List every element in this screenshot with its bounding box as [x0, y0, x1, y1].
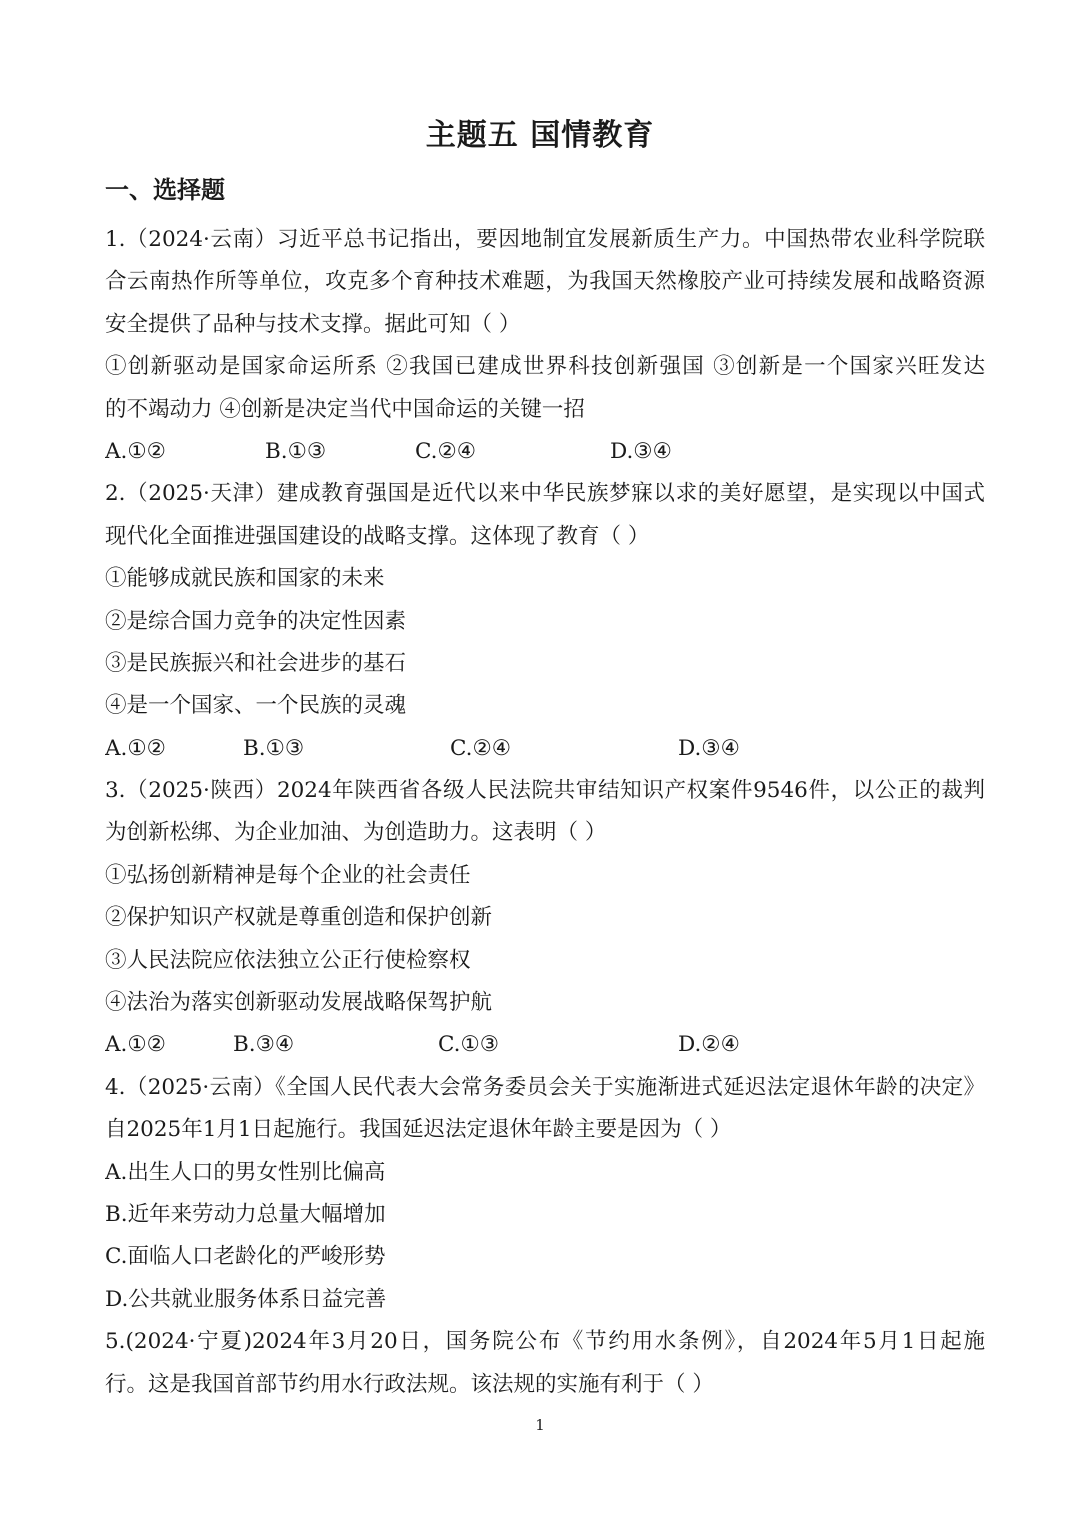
- option-c: C.面临人口老龄化的严峻形势: [105, 1244, 386, 1270]
- statement-line: ③人民法院应依法独立公正行使检察权: [105, 947, 471, 973]
- question-text-line: 行。这是我国首部节约用水行政法规。该法规的实施有利于（ ）: [105, 1371, 714, 1397]
- question-text-line: 1.（2024·云南）习近平总书记指出，要因地制宜发展新质生产力。中国热带农业科学院联: [105, 227, 985, 252]
- statement-line: ②是综合国力竞争的决定性因素: [105, 608, 407, 634]
- question-text-line: 3.（2025·陕西）2024年陕西省各级人民法院共审结知识产权案件9546件，以公正的裁判: [105, 778, 985, 804]
- statement-line: ④是一个国家、一个民族的灵魂: [105, 693, 407, 719]
- question-text-line: 安全提供了品种与技术支撑。据此可知（ ）: [105, 311, 521, 337]
- question-5: [105, 1321, 985, 1406]
- option-a: A.①②: [105, 438, 166, 464]
- option-a: A.出生人口的男女性别比偏高: [105, 1159, 386, 1185]
- statement-line: ①能够成就民族和国家的未来: [105, 566, 385, 592]
- section-heading: 一、选择题: [105, 176, 225, 204]
- statement-line: 的不竭动力 ④创新是决定当代中国命运的关键一招: [105, 396, 585, 422]
- question-text-line: 5.(2024·宁夏)2024年3月20日，国务院公布《节约用水条例》，自2024年5月1日起施: [105, 1329, 985, 1355]
- question-2: [105, 473, 985, 770]
- answer-options: [105, 728, 985, 770]
- question-list: [105, 219, 985, 1406]
- question-text-line: 现代化全面推进强国建设的战略支撑。这体现了教育（ ）: [105, 523, 650, 549]
- question-text-line: 自2025年1月1日起施行。我国延迟法定退休年龄主要是因为（ ）: [105, 1117, 732, 1143]
- option-b: B.①③: [243, 735, 305, 761]
- option-c: C.②④: [450, 735, 512, 761]
- statement-line: ②保护知识产权就是尊重创造和保护创新: [105, 905, 493, 931]
- statement-line: ③是民族振兴和社会进步的基石: [105, 650, 407, 676]
- question-text-line: 为创新松绑、为企业加油、为创造助力。这表明（ ）: [105, 820, 607, 846]
- answer-options: [105, 431, 985, 473]
- question-3: [105, 770, 985, 1067]
- option-d: D.③④: [678, 735, 740, 761]
- option-a: A.①②: [105, 1032, 166, 1058]
- question-text-line: 4.（2025·云南）《全国人民代表大会常务委员会关于实施渐进式延迟法定退休年龄的决定》: [105, 1074, 985, 1100]
- statement-line: ①弘扬创新精神是每个企业的社会责任: [105, 862, 471, 888]
- option-d: D.公共就业服务体系日益完善: [105, 1286, 387, 1312]
- statement-line: ④法治为落实创新驱动发展战略保驾护航: [105, 990, 493, 1016]
- option-d: D.③④: [610, 438, 672, 464]
- option-b: B.③④: [233, 1032, 295, 1058]
- page-number: 1: [535, 1416, 545, 1434]
- option-b: B.①③: [265, 438, 327, 464]
- question-1: [105, 219, 985, 473]
- answer-options: [105, 1024, 985, 1066]
- option-a: A.①②: [105, 735, 166, 761]
- question-text-line: 合云南热作所等单位，攻克多个育种技术难题，为我国天然橡胶产业可持续发展和战略资源: [105, 269, 985, 295]
- statement-line: ①创新驱动是国家命运所系 ②我国已建成世界科技创新强国 ③创新是一个国家兴旺发达: [105, 354, 985, 380]
- question-4: [105, 1067, 985, 1321]
- option-c: C.①③: [438, 1032, 500, 1058]
- option-c: C.②④: [415, 438, 477, 464]
- option-d: D.②④: [678, 1032, 740, 1058]
- option-b: B.近年来劳动力总量大幅增加: [105, 1201, 386, 1227]
- page-title: 主题五 国情教育: [425, 118, 655, 153]
- question-text-line: 2.（2025·天津）建成教育强国是近代以来中华民族梦寐以求的美好愿望，是实现以中国式: [105, 481, 985, 507]
